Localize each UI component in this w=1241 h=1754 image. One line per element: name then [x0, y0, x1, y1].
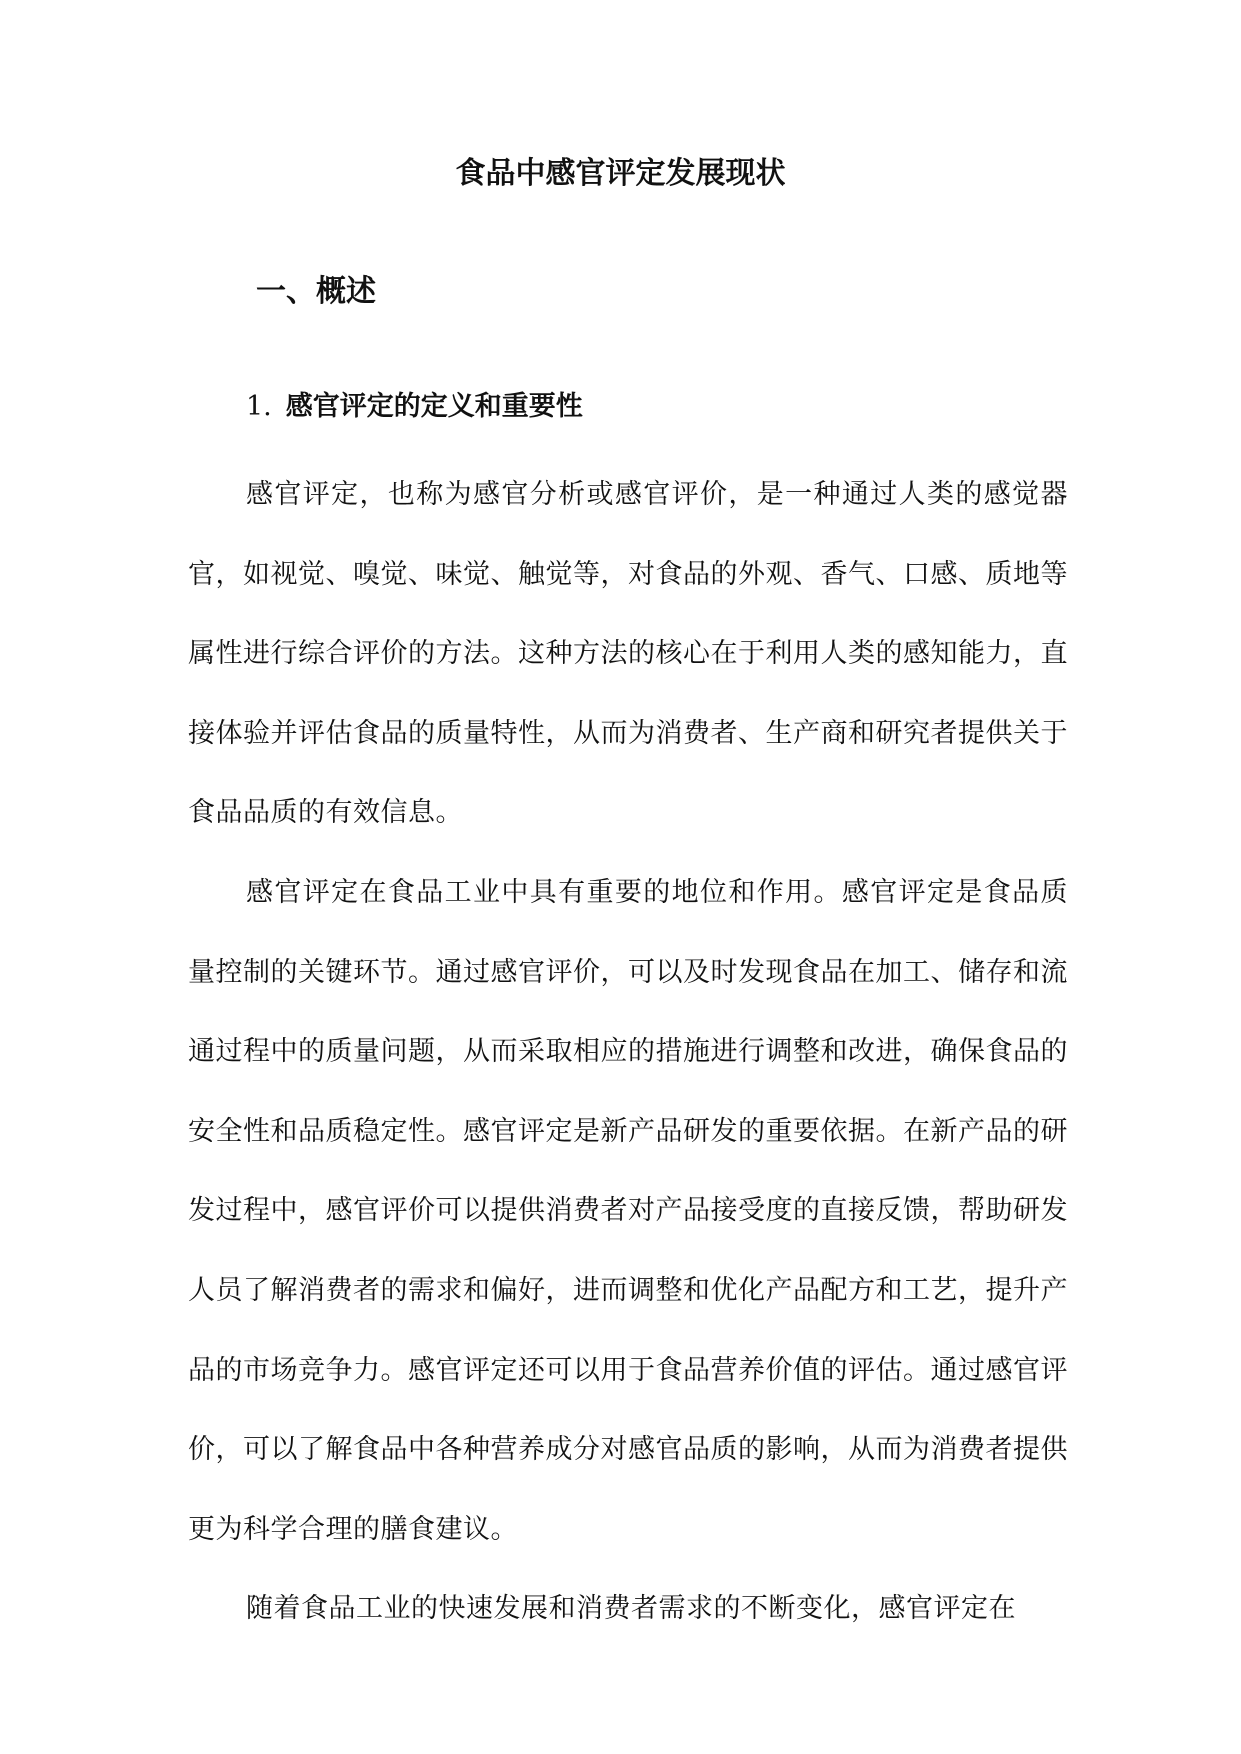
section-heading: 一、概述	[256, 274, 376, 309]
subsection-heading	[246, 387, 583, 427]
paragraph: 感官评定在食品工业中具有重要的地位和作用。感官评定是食品质量控制的关键环节。通过感官评价，可以及时发现食品在加工、储存和流通过程中的质量问题，从而采取相应的措施进行调整和改进，确保食品的安全性和品质稳定性。感官评定是新产品研发的重要依据。在新产品的研发过程中，感官评价可以提供消费者对产品接受度的直接反馈，帮助研发人员了解消费者的需求和偏好，进而调整和优化产品配方和工艺，提升产品的市场竞争力。感官评定还可以用于食品营养价值的评估。通过感官评价，可以了解食品中各种营养成分对感官品质的影响，从而为消费者提供更为科学合理的膳食建议。	[188, 876, 1068, 1545]
paragraph: 随着食品工业的快速发展和消费者需求的不断变化，感官评定在	[246, 1593, 1016, 1625]
paragraph: 感官评定，也称为感官分析或感官评价，是一种通过人类的感觉器官，如视觉、嗅觉、味觉、触觉等，对食品的外观、香气、口感、质地等属性进行综合评价的方法。这种方法的核心在于利用人类的感知能力，直接体验并评估食品的质量特性，从而为消费者、生产商和研究者提供关于食品品质的有效信息。	[188, 479, 1068, 829]
body-text	[188, 455, 1068, 1649]
subsection-title: 感官评定的定义和重要性	[285, 391, 583, 422]
subsection-number: 1.	[246, 391, 272, 422]
document-title: 食品中感官评定发展现状	[455, 156, 786, 191]
